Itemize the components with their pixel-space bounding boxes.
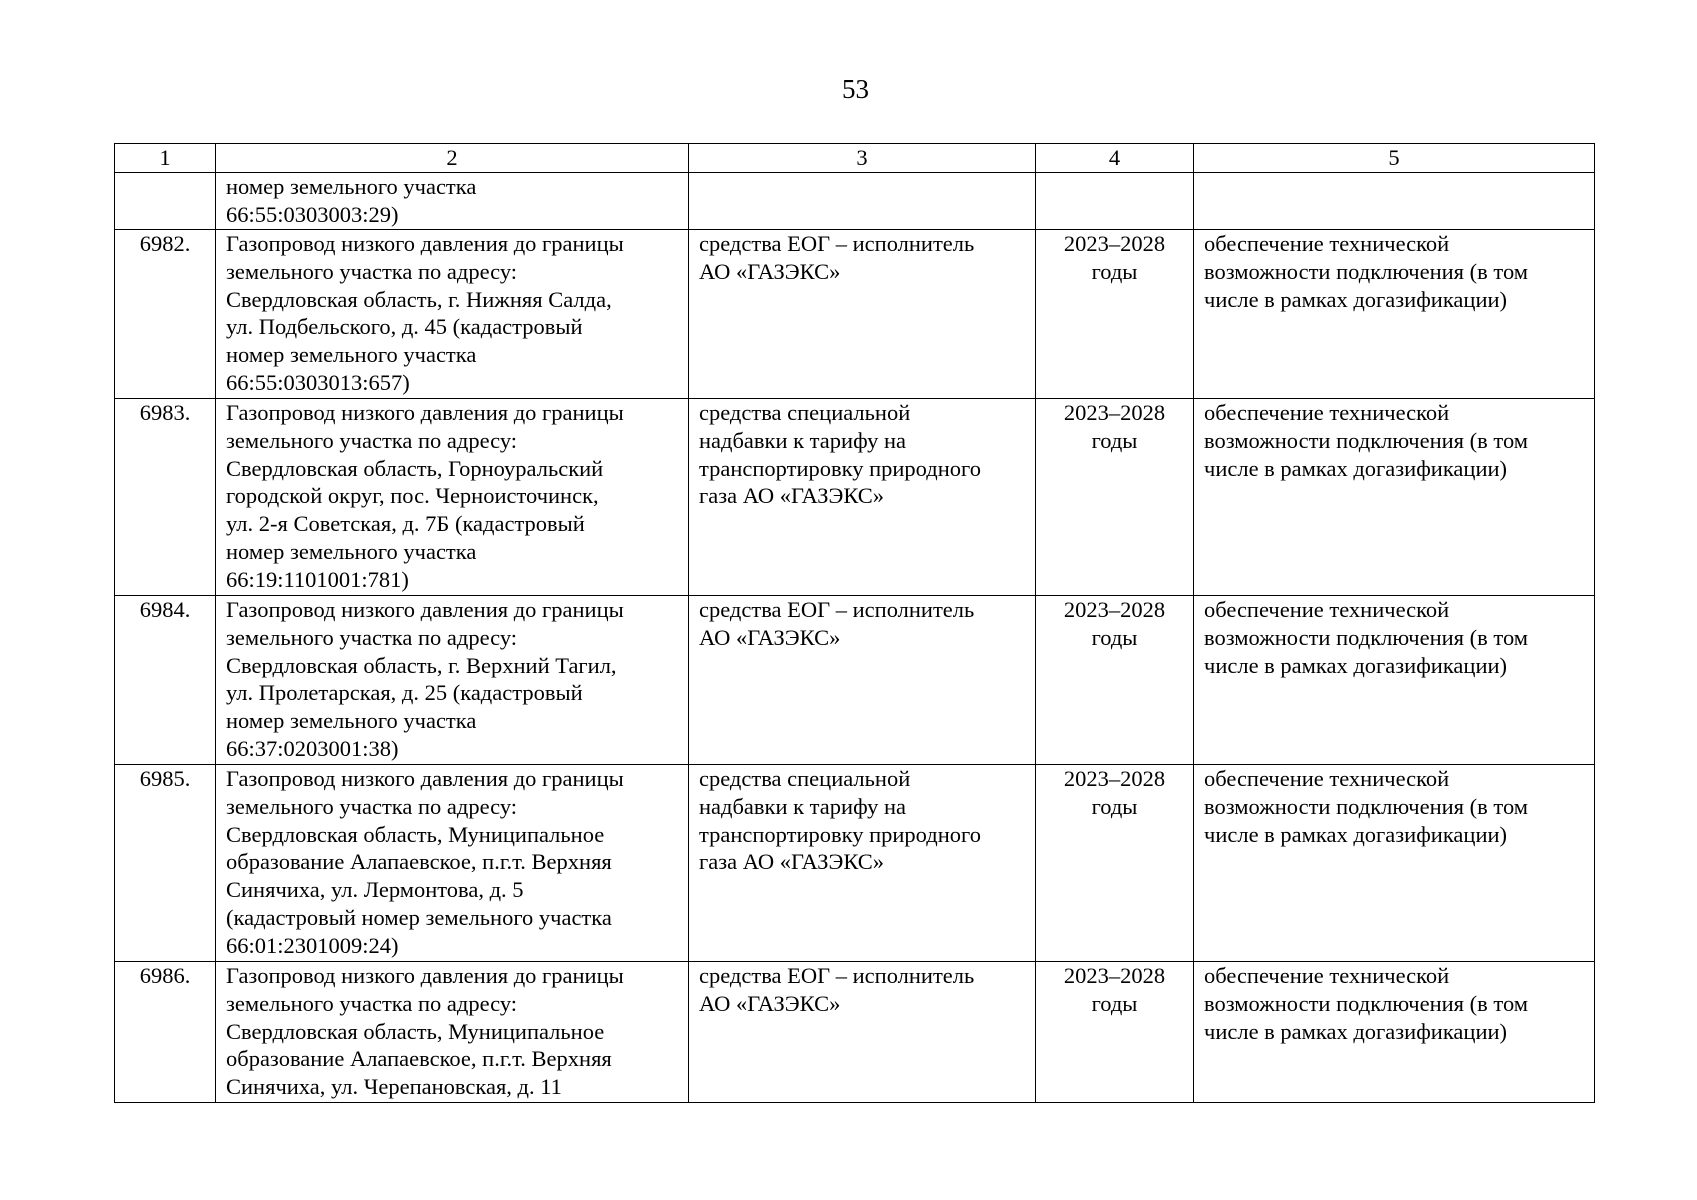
- funding-source-cell: [689, 765, 1036, 962]
- row-number: 6985.: [115, 765, 216, 962]
- text-line: Свердловская область, Муниципальное: [226, 821, 605, 847]
- table-row: [115, 765, 1595, 962]
- row-number: 6984.: [115, 596, 216, 765]
- text-line: числе в рамках догазификации): [1204, 1018, 1508, 1044]
- text-line: Свердловская область, г. Нижняя Салда,: [226, 286, 612, 312]
- row-number: 6982.: [115, 230, 216, 399]
- purpose-cell: [1194, 962, 1595, 1103]
- text-line: обеспечение технической: [1204, 400, 1450, 425]
- text-line: транспортировку природного: [699, 821, 981, 847]
- text-line: обеспечение технической: [1204, 766, 1450, 791]
- text-line: АО «ГАЗЭКС»: [699, 624, 841, 650]
- text-line: Газопровод низкого давления до границы: [226, 766, 624, 791]
- column-header-2: 2: [216, 144, 689, 173]
- text-line: земельного участка по адресу:: [226, 427, 518, 453]
- text-line: ул. Подбельского, д. 45 (кадастровый: [226, 314, 583, 340]
- continuation-source-cell: [689, 173, 1036, 230]
- purpose-cell: [1194, 399, 1595, 596]
- text-line: городской округ, пос. Черноисточинск,: [226, 483, 599, 509]
- object-cell: [216, 399, 689, 596]
- text-line: газа АО «ГАЗЭКС»: [699, 849, 885, 875]
- text-line: Газопровод низкого давления до границы: [226, 231, 624, 256]
- text-line: газа АО «ГАЗЭКС»: [699, 483, 885, 509]
- table-row: [115, 596, 1595, 765]
- purpose-cell: [1194, 230, 1595, 399]
- text-line: 2023–2028: [1063, 231, 1166, 256]
- text-line: 66:37:0203001:38): [226, 735, 399, 761]
- years-cell: [1036, 596, 1194, 765]
- text-line: числе в рамках догазификации): [1204, 286, 1508, 312]
- text-line: Синячиха, ул. Лермонтова, д. 5: [226, 877, 524, 903]
- column-header-1: 1: [115, 144, 216, 173]
- text-line: 2023–2028: [1063, 963, 1166, 988]
- text-line: обеспечение технической: [1204, 597, 1450, 622]
- text-line: 66:55:0303013:657): [226, 369, 410, 395]
- years-cell: [1036, 230, 1194, 399]
- text-line: земельного участка по адресу:: [226, 793, 518, 819]
- text-line: 66:55:0303003:29): [226, 201, 399, 227]
- text-line: Свердловская область, г. Верхний Тагил,: [226, 652, 617, 678]
- text-line: земельного участка по адресу:: [226, 258, 518, 284]
- page-number: 53: [842, 74, 869, 104]
- funding-source-cell: [689, 596, 1036, 765]
- text-line: Газопровод низкого давления до границы: [226, 597, 624, 622]
- funding-source-cell: [689, 962, 1036, 1103]
- text-line: транспортировку природного: [699, 455, 981, 481]
- funding-source-cell: [689, 230, 1036, 399]
- text-line: числе в рамках догазификации): [1204, 652, 1508, 678]
- row-number: 6986.: [115, 962, 216, 1103]
- text-line: числе в рамках догазификации): [1204, 821, 1508, 847]
- continuation-purpose-cell: [1194, 173, 1595, 230]
- object-cell: [216, 596, 689, 765]
- text-line: ул. Пролетарская, д. 25 (кадастровый: [226, 680, 583, 706]
- table-header-row: [115, 144, 1595, 173]
- years-cell: [1036, 962, 1194, 1103]
- text-line: образование Алапаевское, п.г.т. Верхняя: [226, 1046, 612, 1072]
- object-cell: [216, 765, 689, 962]
- text-line: 2023–2028: [1063, 400, 1166, 425]
- object-cell: [216, 230, 689, 399]
- column-header-3: 3: [689, 144, 1036, 173]
- text-line: АО «ГАЗЭКС»: [699, 990, 841, 1016]
- years-cell: [1036, 399, 1194, 596]
- text-line: Свердловская область, Горноуральский: [226, 455, 604, 481]
- text-line: возможности подключения (в том: [1204, 258, 1528, 284]
- table-row: [115, 399, 1595, 596]
- registry-table: [114, 143, 1595, 1103]
- purpose-cell: [1194, 765, 1595, 962]
- text-line: 2023–2028: [1063, 766, 1166, 791]
- table-row: [115, 962, 1595, 1103]
- text-line: годы: [1091, 624, 1138, 650]
- text-line: ул. 2-я Советская, д. 7Б (кадастровый: [226, 511, 585, 537]
- text-line: возможности подключения (в том: [1204, 624, 1528, 650]
- text-line: 66:19:1101001:781): [226, 566, 409, 592]
- text-line: средства специальной: [699, 766, 911, 791]
- text-line: Газопровод низкого давления до границы: [226, 400, 624, 425]
- text-line: Газопровод низкого давления до границы: [226, 963, 624, 988]
- row-number: 6983.: [115, 399, 216, 596]
- text-line: средства ЕОГ – исполнитель: [699, 597, 975, 622]
- text-line: средства специальной: [699, 400, 911, 425]
- text-line: средства ЕОГ – исполнитель: [699, 231, 975, 256]
- text-line: образование Алапаевское, п.г.т. Верхняя: [226, 849, 612, 875]
- text-line: номер земельного участка: [226, 342, 477, 368]
- text-line: годы: [1091, 427, 1138, 453]
- continuation-object-cell: [216, 173, 689, 230]
- text-line: номер земельного участка: [226, 708, 477, 734]
- text-line: земельного участка по адресу:: [226, 624, 518, 650]
- text-line: номер земельного участка: [226, 538, 477, 564]
- text-line: годы: [1091, 258, 1138, 284]
- text-line: обеспечение технической: [1204, 963, 1450, 988]
- text-line: годы: [1091, 990, 1138, 1016]
- text-line: годы: [1091, 793, 1138, 819]
- text-line: возможности подключения (в том: [1204, 427, 1528, 453]
- object-cell: [216, 962, 689, 1103]
- text-line: 66:01:2301009:24): [226, 932, 399, 958]
- text-line: Свердловская область, Муниципальное: [226, 1018, 605, 1044]
- column-header-5: 5: [1194, 144, 1595, 173]
- funding-source-cell: [689, 399, 1036, 596]
- text-line: АО «ГАЗЭКС»: [699, 258, 841, 284]
- text-line: номер земельного участка: [226, 174, 477, 199]
- text-line: Синячиха, ул. Черепановская, д. 11: [226, 1074, 562, 1100]
- text-line: обеспечение технической: [1204, 231, 1450, 256]
- text-line: возможности подключения (в том: [1204, 990, 1528, 1016]
- text-line: (кадастровый номер земельного участка: [226, 904, 612, 930]
- continuation-years-cell: [1036, 173, 1194, 230]
- table-row: [115, 230, 1595, 399]
- text-line: надбавки к тарифу на: [699, 427, 906, 453]
- text-line: числе в рамках догазификации): [1204, 455, 1508, 481]
- continuation-num-cell: [115, 173, 216, 230]
- purpose-cell: [1194, 596, 1595, 765]
- column-header-4: 4: [1036, 144, 1194, 173]
- continuation-row: [115, 173, 1595, 230]
- text-line: надбавки к тарифу на: [699, 793, 906, 819]
- years-cell: [1036, 765, 1194, 962]
- text-line: возможности подключения (в том: [1204, 793, 1528, 819]
- text-line: земельного участка по адресу:: [226, 990, 518, 1016]
- text-line: средства ЕОГ – исполнитель: [699, 963, 975, 988]
- text-line: 2023–2028: [1063, 597, 1166, 622]
